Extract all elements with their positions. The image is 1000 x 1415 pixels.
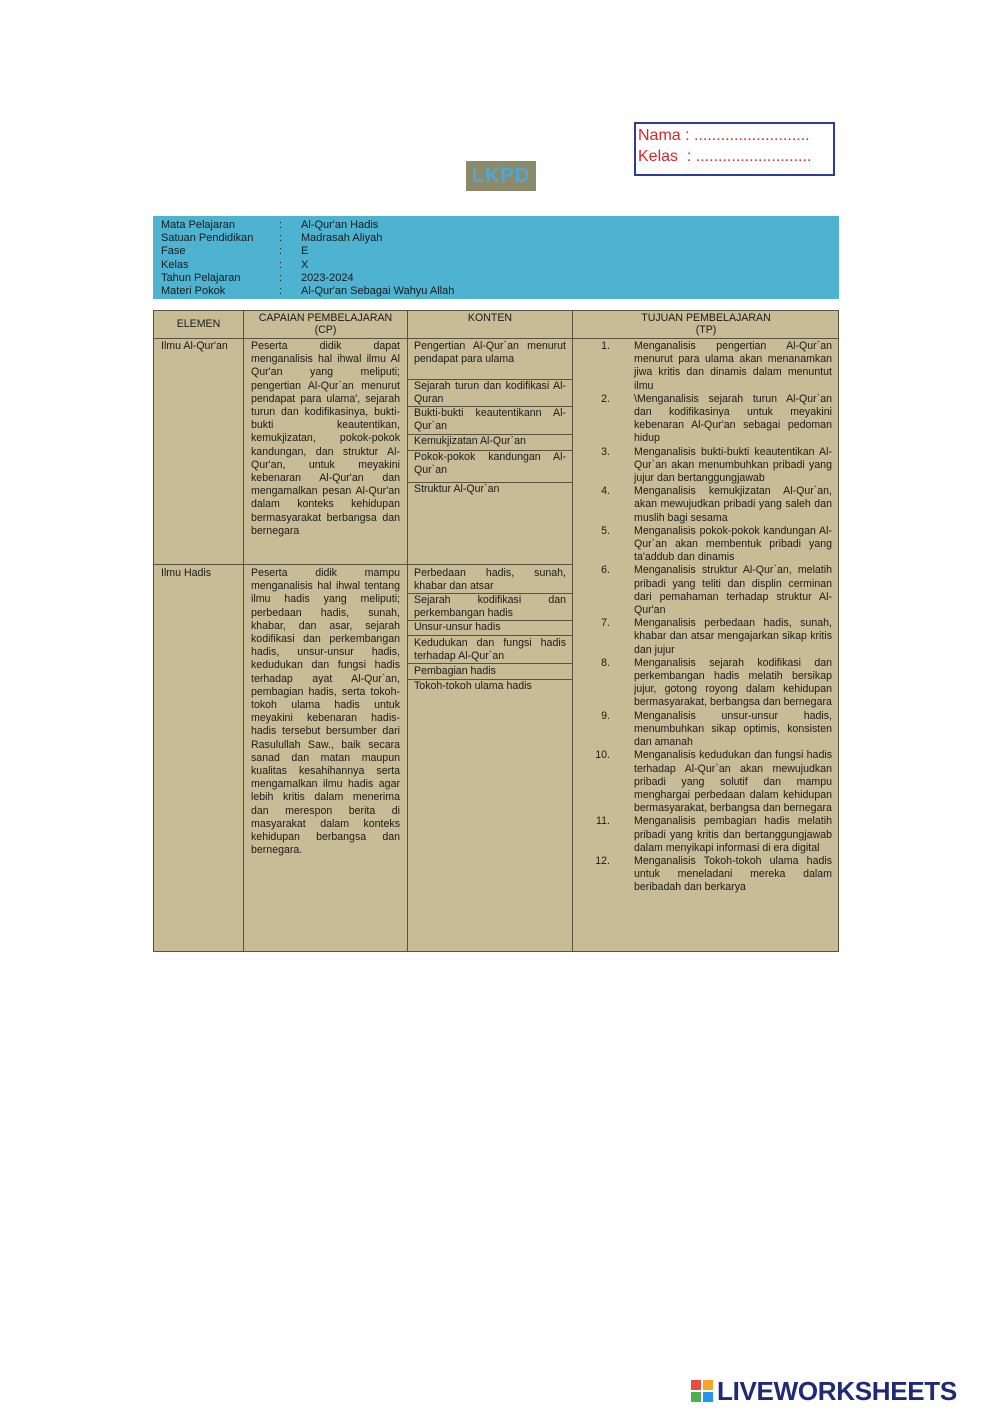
header-cp bbox=[244, 312, 407, 336]
info-row bbox=[161, 272, 839, 285]
konten-divider bbox=[408, 663, 572, 664]
tp-text: Menganalisis pengertian Al-Qur`an menurut para ulama akan menanamkan jiwa kritis dan dinamis dalam menuntut ilmu bbox=[634, 340, 832, 392]
column-divider bbox=[243, 311, 244, 951]
logo-square bbox=[703, 1392, 713, 1402]
tp-number: 4. bbox=[601, 485, 610, 498]
info-row bbox=[161, 259, 839, 272]
konten-item: Pokok-pokok kandungan Al-Qur`an bbox=[414, 451, 566, 477]
header-elemen: ELEMEN bbox=[176, 318, 221, 330]
info-colon: : bbox=[279, 232, 283, 245]
tp-item bbox=[573, 393, 832, 446]
tp-item bbox=[573, 340, 832, 393]
info-row bbox=[161, 285, 839, 298]
info-label: Materi Pokok bbox=[161, 284, 226, 297]
info-colon: : bbox=[279, 271, 283, 284]
info-value: 2023-2024 bbox=[301, 271, 354, 284]
cp-cell: Peserta didik mampu menganalisis hal ihwal tentang ilmu hadis yang meliputi; perbedaan hadis, sunah, khabar, dan asar, sejarah kodifikasi dan perkembangan hadis, unsur-unsur hadis, kedudukan dan fungsi hadis terhadap ayat Al-Qur`an, pembagian hadis, serta tokoh-tokoh ulama hadis untuk meyakini kebenaran hadis-hadis tersebut bersumber dari Rasulullah Saw., baik secara sanad dan matan maupun kualitas kesahihannya serta mengamalkan ilmu hadis agar lebih kritis dalam menerima dan merespon berita di masyarakat dalam konteks kehidupan berbangsa dan bernegara. bbox=[251, 567, 400, 857]
learning-objectives-table bbox=[153, 310, 839, 952]
konten-item: Unsur-unsur hadis bbox=[414, 621, 501, 633]
info-colon: : bbox=[279, 219, 283, 231]
konten-item: Kedudukan dan fungsi hadis terhadap Al-Qur`an bbox=[414, 637, 566, 663]
student-name-field[interactable]: Nama : .......................... bbox=[638, 127, 810, 144]
elemen-cell: Ilmu Al-Qur'an bbox=[161, 340, 228, 352]
info-value: Madrasah Aliyah bbox=[301, 232, 383, 245]
logo-square bbox=[703, 1380, 713, 1390]
konten-item: Sejarah kodifikasi dan perkembangan hadis bbox=[414, 594, 566, 620]
konten-list bbox=[408, 338, 572, 564]
tp-number: 3. bbox=[601, 445, 610, 458]
tp-item bbox=[573, 749, 832, 815]
header-tp-title: TUJUAN PEMBELAJARAN bbox=[641, 312, 771, 324]
header-cp-abbrev: (CP) bbox=[314, 324, 337, 336]
konten-divider bbox=[408, 635, 572, 636]
tp-number: 12. bbox=[595, 854, 610, 867]
tp-text: Menganalisis unsur-unsur hadis, menumbuhkan sikap optimis, konsisten dan amanah bbox=[634, 709, 832, 749]
info-label: Tahun Pelajaran bbox=[161, 271, 241, 284]
logo-square bbox=[691, 1380, 701, 1390]
tp-item bbox=[573, 657, 832, 710]
konten-item: Pembagian hadis bbox=[414, 665, 496, 677]
header-cp-title: CAPAIAN PEMBELAJARAN bbox=[258, 312, 393, 324]
info-label: Satuan Pendidikan bbox=[161, 232, 254, 245]
tp-text: \Menganalisis sejarah turun Al-Qur`an dan kodifikasinya untuk meyakini kebenaran Al-Qur'an sebagai pedoman hidup bbox=[634, 392, 832, 445]
tp-item bbox=[573, 525, 832, 565]
info-value: X bbox=[301, 258, 309, 271]
tp-number: 9. bbox=[601, 709, 610, 722]
tp-item bbox=[573, 855, 832, 895]
konten-item: Struktur Al-Qur`an bbox=[414, 483, 500, 495]
info-row bbox=[161, 245, 839, 258]
liveworksheets-logo bbox=[691, 1376, 957, 1406]
konten-item: Kemukjizatan Al-Qur`an bbox=[414, 435, 526, 447]
tp-text: Menganalisis pokok-pokok kandungan Al-Qur`an akan membentuk pribadi yang ta'addub dan dinamis bbox=[634, 524, 832, 564]
header-tp-abbrev: (TP) bbox=[695, 324, 717, 336]
info-value: Al-Qur'an Hadis bbox=[301, 219, 379, 231]
tp-number: 1. bbox=[601, 340, 610, 352]
info-value: Al-Qur'an Sebagai Wahyu Allah bbox=[301, 284, 455, 297]
konten-item: Perbedaan hadis, sunah, khabar dan atsar bbox=[414, 567, 566, 593]
liveworksheets-logo-icon bbox=[691, 1380, 713, 1402]
tp-number: 5. bbox=[601, 524, 610, 537]
info-colon: : bbox=[279, 258, 283, 271]
info-label: Kelas bbox=[161, 258, 189, 271]
info-label: Mata Pelajaran bbox=[161, 219, 235, 231]
tp-number: 7. bbox=[601, 617, 610, 630]
tp-item bbox=[573, 710, 832, 750]
liveworksheets-wordmark: LIVEWORKSHEETS bbox=[717, 1375, 957, 1406]
header-konten: KONTEN bbox=[467, 312, 513, 324]
tp-text: Menganalisis struktur Al-Qur`an, melatih pribadi yang teliti dan displin cerminan dari pemahaman terhadap struktur Al-Qur'an bbox=[634, 564, 832, 617]
tp-text: Menganalisis kemukjizatan Al-Qur`an, akan mewujudkan pribadi yang saleh dan muslih bagi sesama bbox=[634, 485, 832, 524]
tp-number: 8. bbox=[601, 656, 610, 669]
tp-number: 11. bbox=[596, 815, 610, 828]
student-class-field[interactable]: Kelas : .......................... bbox=[638, 148, 812, 165]
konten-item: Pengertian Al-Qur`an menurut pendapat para ulama bbox=[414, 340, 566, 366]
tp-text: Menganalisis pembagian hadis melatih pribadi yang kritis dan bertanggungjawab dalam menyikapi informasi di era digital bbox=[634, 815, 832, 854]
tp-item bbox=[573, 564, 832, 617]
info-colon: : bbox=[279, 245, 283, 258]
info-row bbox=[161, 232, 839, 245]
tp-text: Menganalisis Tokoh-tokoh ulama hadis untuk meneladani mereka dalam beribadah dan berkarya bbox=[634, 854, 832, 894]
info-row bbox=[161, 219, 839, 232]
tp-text: Menganalisis kedudukan dan fungsi hadis terhadap Al-Qur`an akan mewujudkan pribadi yang solutif dan mampu menghargai perbedaan dalam kehidupan bermasyarakat, berbangsa dan bernegara bbox=[634, 749, 832, 815]
tp-number: 2. bbox=[601, 392, 610, 405]
info-label: Fase bbox=[161, 245, 186, 258]
lkpd-badge: LKPD bbox=[466, 161, 536, 191]
elemen-cell: Ilmu Hadis bbox=[161, 567, 212, 579]
konten-list bbox=[408, 564, 572, 951]
tp-text: Menganalisis bukti-bukti keautentikan Al-Qur`an akan menumbuhkan pribadi yang jujur dan bertanggungjawab bbox=[634, 445, 832, 485]
konten-item: Tokoh-tokoh ulama hadis bbox=[414, 680, 532, 692]
tp-item bbox=[573, 617, 832, 657]
student-identity-box bbox=[634, 122, 835, 176]
tp-number: 6. bbox=[601, 564, 610, 577]
tp-text: Menganalisis perbedaan hadis, sunah, khabar dan atsar mengajarkan sikap kritis dan jujur bbox=[634, 617, 832, 656]
tp-list bbox=[573, 340, 839, 895]
tp-item bbox=[573, 815, 832, 855]
tp-column bbox=[573, 311, 839, 951]
tp-item bbox=[573, 446, 832, 486]
konten-item: Bukti-bukti keautentikann Al-Qur`an bbox=[414, 407, 566, 433]
info-colon: : bbox=[279, 284, 283, 297]
konten-item: Sejarah turun dan kodifikasi Al-Quran bbox=[414, 380, 566, 406]
tp-number: 10. bbox=[595, 749, 610, 762]
tp-text: Menganalisis sejarah kodifikasi dan perkembangan hadis melatih bersikap jujur, gotong royong dalam kehidupan bermasyarakat, berbangsa dan bernegara bbox=[634, 656, 832, 709]
subject-info-panel bbox=[153, 216, 839, 299]
logo-square bbox=[691, 1392, 701, 1402]
cp-cell: Peserta didik dapat menganalisis hal ihwal ilmu Al Qur'an yang meliputi; pengertian Al-Qur`an menurut pendapat para ulama', sejarah turun dan kodifikasinya, bukti-bukti keautentikan, kemukjizatan, pokok-pokok kandungan, dan struktur Al-Qur'an, untuk meyakini kebenaran Al-Qur'an dan mengamalkan pesan Al-Qur'an dalam konteks kehidupan bermasyarakat berbangsa dan bernegara bbox=[251, 340, 400, 537]
info-value: E bbox=[301, 245, 309, 258]
tp-item bbox=[573, 485, 832, 525]
